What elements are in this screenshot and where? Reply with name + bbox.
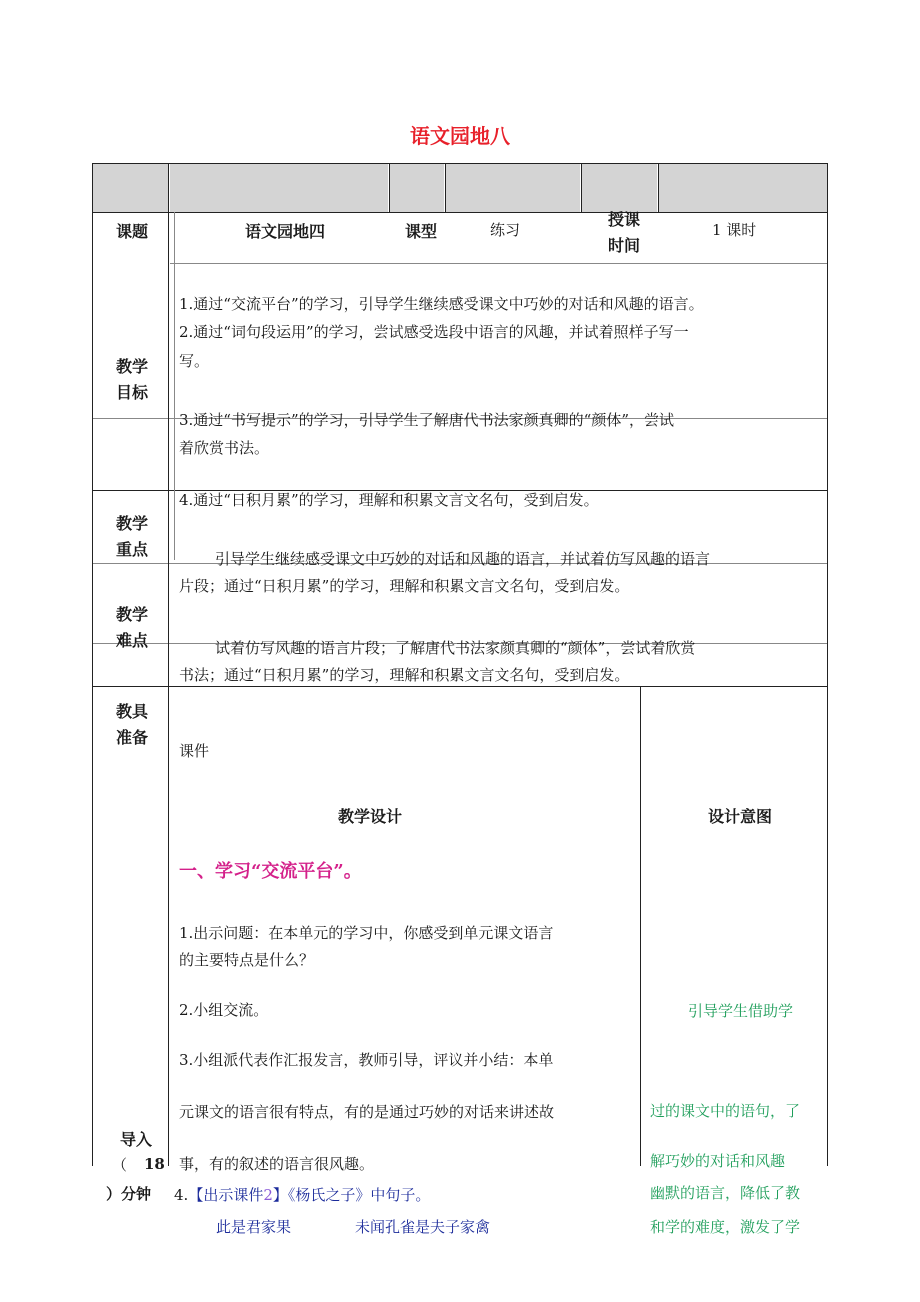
topic-label: 课题 [115, 222, 148, 241]
intro-time-open: （ [112, 1156, 128, 1174]
keypoints-line-1: 引导学生继续感受课文中巧妙的对话和风趣的语言，并试着仿写风趣的语言 [215, 550, 711, 568]
courseware-number: 2 [263, 1186, 273, 1204]
difficulties-label-1: 教学 [115, 605, 148, 624]
step-3b: 元课文的语言很有特点，有的是通过巧妙的对话来讲述故 [179, 1103, 555, 1121]
step-4 [174, 1180, 430, 1210]
table-border-right [827, 163, 828, 1166]
objective-4: 4.通过“日积月累”的学习，理解和积累文言文名句，受到启发。 [179, 491, 599, 509]
intro-time-num: 18 [144, 1155, 165, 1173]
intent-line-1: 引导学生借助学 [688, 1002, 794, 1020]
step-1b: 的主要特点是什么？ [179, 951, 315, 969]
table-col-line [168, 163, 169, 1166]
keypoints-label-1: 教学 [115, 514, 148, 533]
courseware-bracket-open: 【出示课件 [188, 1186, 264, 1204]
table-col-line [640, 686, 641, 1166]
design-column-header: 教学设计 [337, 807, 402, 826]
type-label: 课型 [404, 222, 437, 241]
step-4-prefix: 4. [174, 1186, 189, 1204]
step-2: 2.小组交流。 [179, 1001, 269, 1019]
time-label-2: 时间 [607, 236, 640, 255]
table-border-left [92, 163, 93, 1166]
objective-1: 1.通过“交流平台”的学习，引导学生继续感受课文中巧妙的对话和风趣的语言。 [179, 295, 704, 313]
type-value: 练习 [490, 221, 521, 239]
time-value: 1 课时 [712, 221, 757, 239]
intro-label: 导入 [119, 1130, 152, 1149]
quote-right: 未闻孔雀是夫子家禽 [355, 1218, 491, 1236]
objective-3a: 3.通过“书写提示”的学习，引导学生了解唐代书法家颜真卿的“颜体”，尝试 [179, 411, 674, 429]
intent-line-5: 和学的难度，激发了学 [650, 1218, 801, 1236]
difficulties-label-2: 难点 [115, 631, 148, 650]
table-col-line [174, 212, 175, 560]
difficulties-line-1: 试着仿写风趣的语言片段；了解唐代书法家颜真卿的“颜体”，尝试着欣赏 [215, 639, 696, 657]
keypoints-label-2: 重点 [115, 540, 148, 559]
time-label-1: 授课 [607, 210, 640, 229]
keypoints-line-2: 片段；通过“日积月累”的学习，理解和积累文言文名句，受到启发。 [179, 577, 630, 595]
intent-line-2: 过的课文中的语句，了 [650, 1102, 801, 1120]
step-1a: 1.出示问题：在本单元的学习中，你感受到单元课文语言 [179, 924, 554, 942]
header-cell-5 [582, 164, 657, 212]
objective-3b: 着欣赏书法。 [179, 439, 270, 457]
section-heading: 一、学习“交流平台”。 [179, 861, 362, 882]
intro-time-close: ）分钟 [106, 1185, 152, 1203]
courseware-title: 《杨氏之子》中句子。 [287, 1186, 431, 1204]
table-row-line [170, 263, 828, 264]
objective-2b: 写。 [179, 352, 210, 370]
step-3c: 事，有的叙述的语言很风趣。 [179, 1155, 375, 1173]
header-cell-1 [92, 164, 168, 212]
courseware-bracket-close: 】 [272, 1186, 288, 1204]
objective-2a: 2.通过“词句段运用”的学习，尝试感受选段中语言的风趣，并试着照样子写一 [179, 323, 689, 341]
table-col-line [581, 163, 582, 212]
step-3a: 3.小组派代表作汇报发言，教师引导，评议并小结：本单 [179, 1051, 554, 1069]
objectives-label-2: 目标 [115, 383, 148, 402]
tools-label-2: 准备 [115, 728, 148, 747]
table-col-line [658, 163, 659, 212]
table-col-line [389, 163, 390, 212]
topic-value: 语文园地四 [244, 222, 325, 241]
header-cell-3 [390, 164, 444, 212]
intent-column-header: 设计意图 [707, 807, 772, 826]
difficulties-line-2: 书法；通过“日积月累”的学习，理解和积累文言文名句，受到启发。 [179, 666, 630, 684]
intent-line-4: 幽默的语言，降低了教 [650, 1184, 801, 1202]
intent-line-3: 解巧妙的对话和风趣 [650, 1152, 786, 1170]
header-cell-2 [170, 164, 388, 212]
header-cell-6 [659, 164, 827, 212]
quote-left: 此是君家果 [216, 1218, 292, 1236]
tools-label-1: 教具 [115, 702, 148, 721]
table-border-top [92, 163, 828, 164]
table-col-line [445, 163, 446, 212]
page-title: 语文园地八 [410, 124, 510, 148]
table-row-line [92, 212, 828, 213]
objectives-label-1: 教学 [115, 357, 148, 376]
tools-value: 课件 [179, 742, 210, 760]
header-cell-4 [446, 164, 580, 212]
